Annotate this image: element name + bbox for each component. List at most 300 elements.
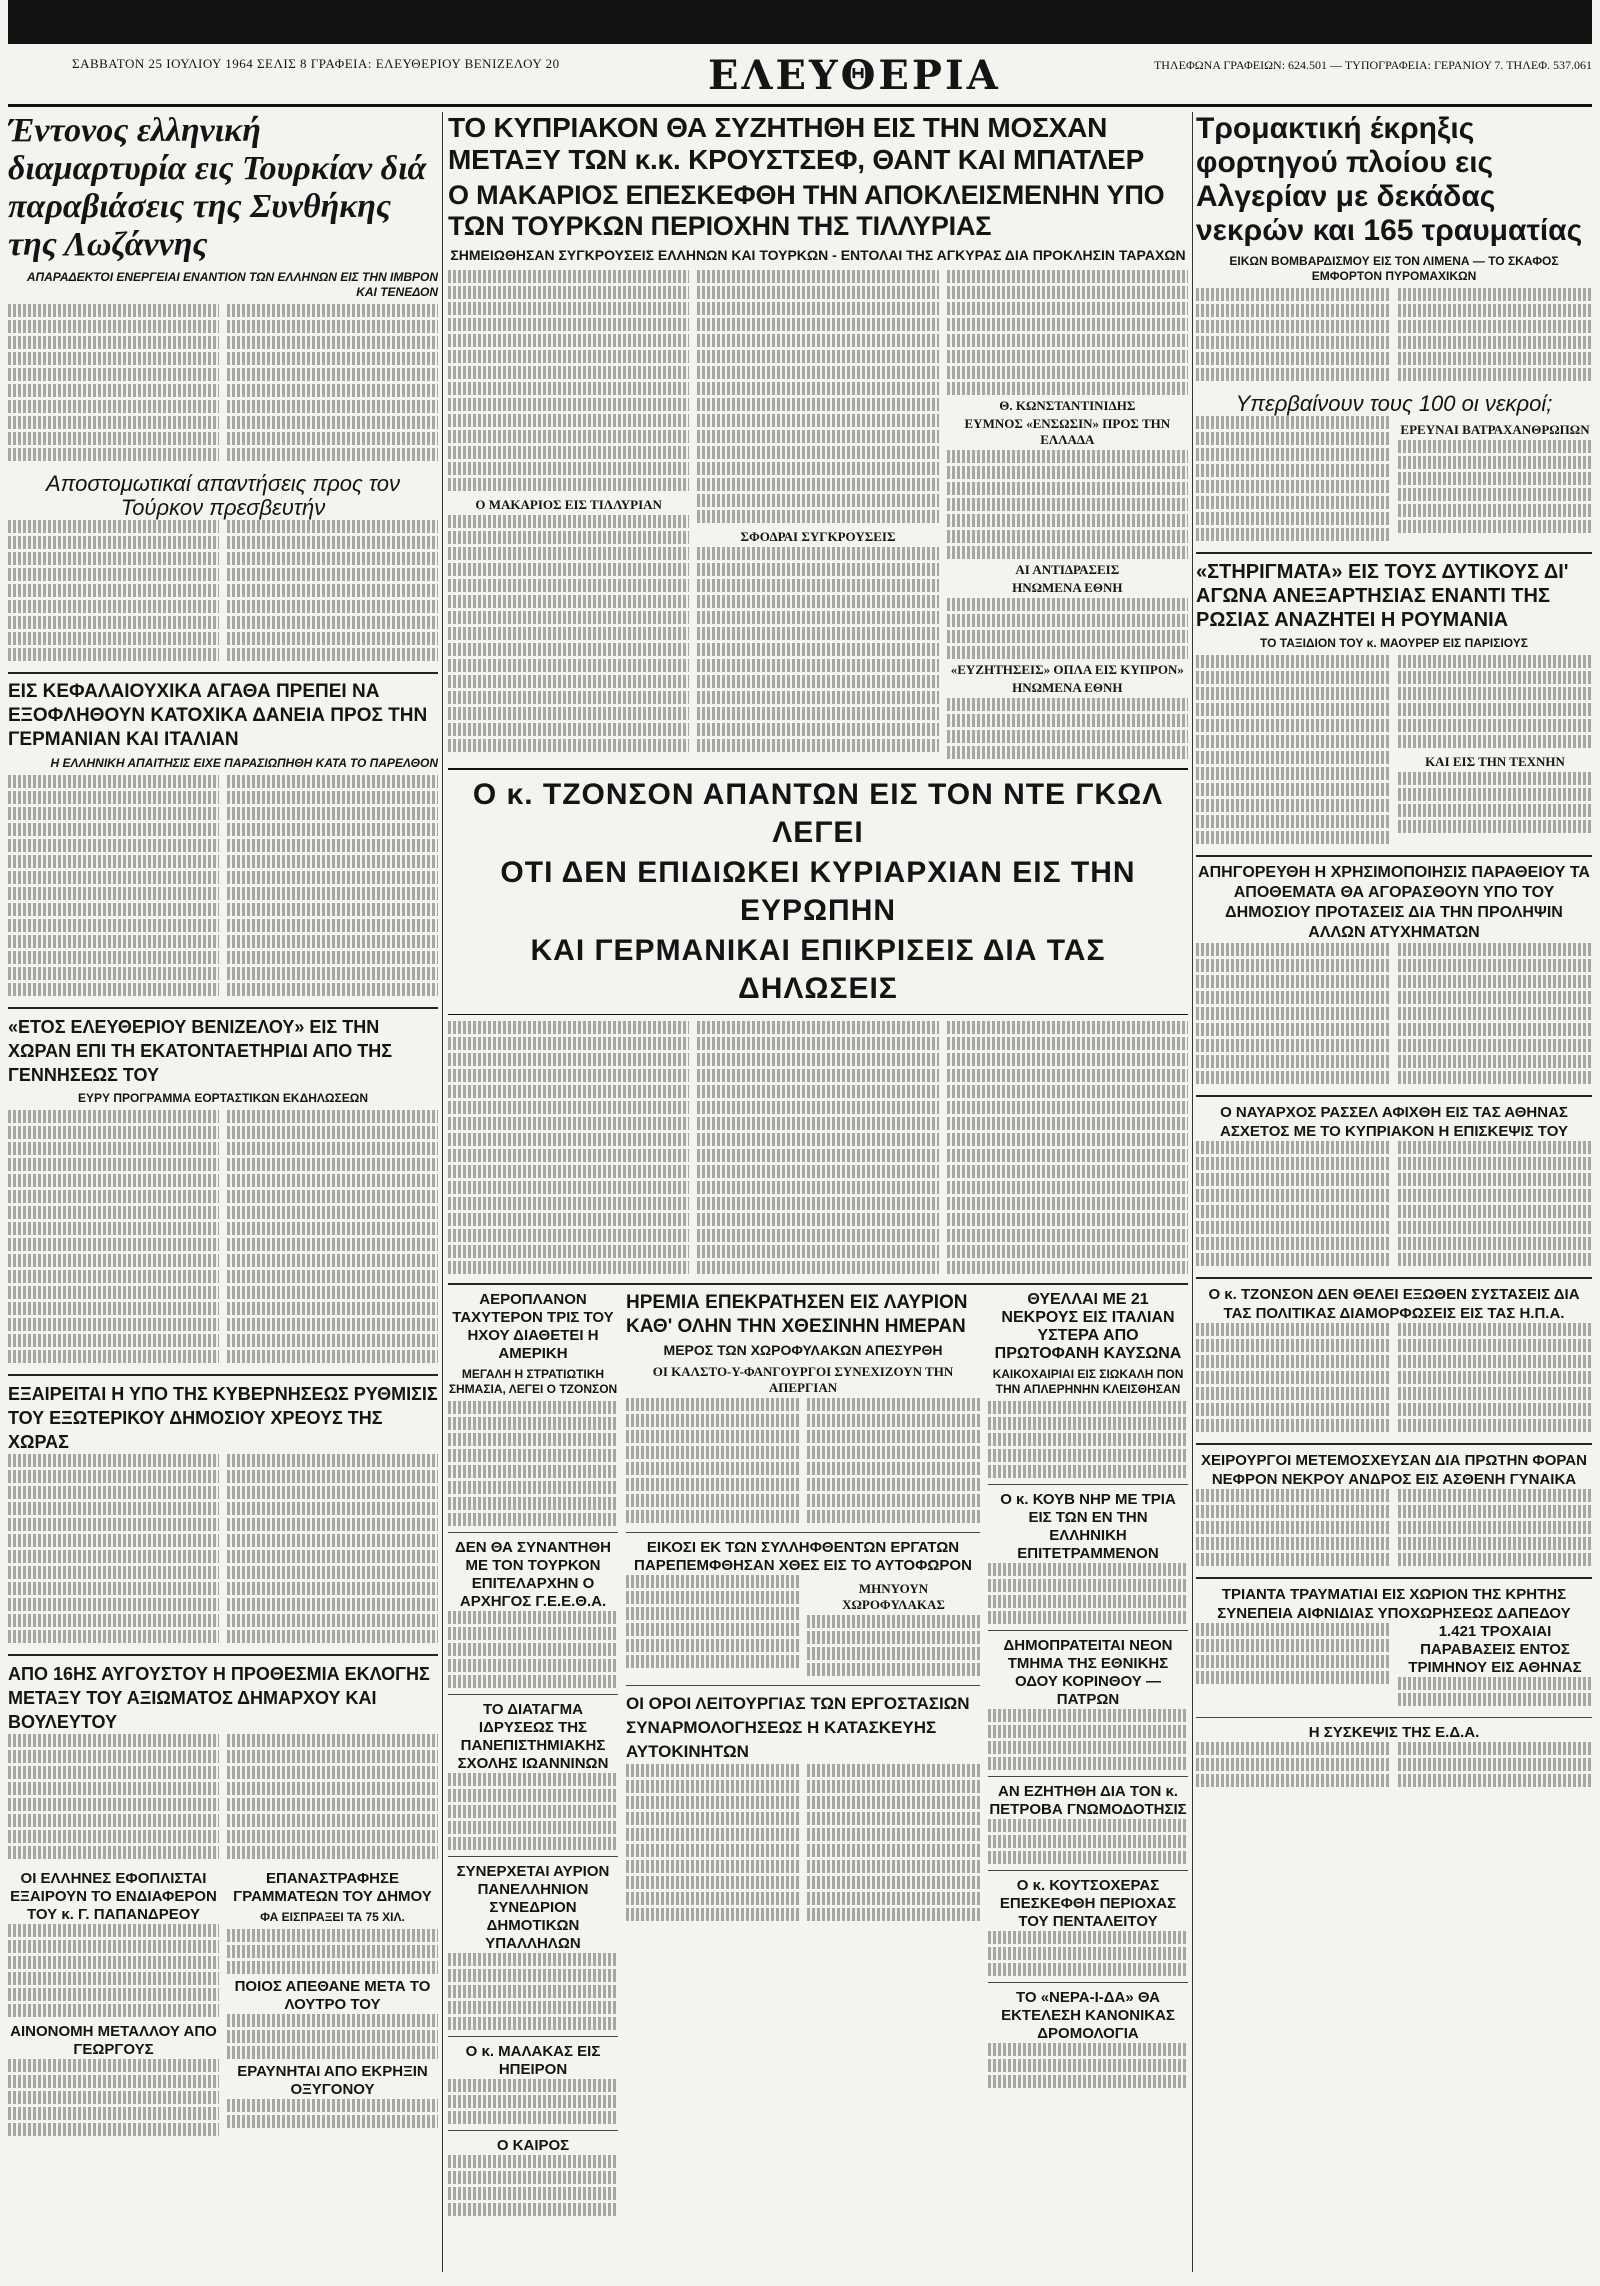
- text-line-placeholder: [1196, 528, 1390, 541]
- text-line-placeholder: [697, 334, 938, 347]
- text-line-placeholder: [448, 462, 689, 475]
- headline-venizelos-year: «ΕΤΟΣ ΕΛΕΥΘΕΡΙΟΥ ΒΕΝΙΖΕΛΟΥ» ΕΙΣ ΤΗΝ ΧΩΡΑΝ ΕΠΙ ΤΗ ΕΚΑΤΟΝΤΑΕΤΗΡΙΔΙ ΑΠΟ ΤΗΣ ΓΕΝΝΗΣΕΩΣ ΤΟΥ: [8, 1017, 393, 1085]
- text-line-placeholder: [448, 414, 689, 427]
- text-line-placeholder: [448, 1789, 618, 1802]
- text-line-placeholder: [227, 568, 438, 581]
- text-line-placeholder: [227, 600, 438, 613]
- text-line-placeholder: [807, 1860, 980, 1873]
- subheadline-75-thousand: ΦΑ ΕΙΣΠΡΑΞΕΙ ΤΑ 75 ΧΙΛ.: [260, 1910, 405, 1924]
- text-line-placeholder: [8, 568, 219, 581]
- text-line-placeholder: [988, 1449, 1188, 1462]
- text-line-placeholder: [1196, 1774, 1390, 1787]
- text-line-placeholder: [1196, 1387, 1390, 1400]
- text-line-placeholder: [947, 1261, 1188, 1274]
- text-line-placeholder: [1398, 472, 1592, 485]
- text-line-placeholder: [1398, 304, 1592, 317]
- text-line-placeholder: [1398, 687, 1592, 700]
- text-line-placeholder: [697, 382, 938, 395]
- text-line-placeholder: [8, 1318, 219, 1331]
- divider: [8, 672, 438, 674]
- headline-nerida: ΤΟ «ΝΕΡΑ-Ι-ΔΑ» ΘΑ ΕΚΤΕΛΕΣΗ ΚΑΝΟΝΙΚΑΣ ΔΡΟΜΟΛΟΓΙΑ: [1001, 1989, 1175, 2042]
- text-line-placeholder: [227, 304, 438, 317]
- text-line-placeholder: [988, 2075, 1188, 2088]
- text-line-placeholder: [227, 1766, 438, 1779]
- text-line-placeholder: [227, 400, 438, 413]
- text-line-placeholder: [626, 1812, 799, 1825]
- text-line-placeholder: [626, 1639, 799, 1652]
- divider: [988, 1776, 1188, 1777]
- text-line-placeholder: [448, 1513, 618, 1526]
- text-line-placeholder: [8, 855, 219, 868]
- text-line-placeholder: [947, 1229, 1188, 1242]
- text-line-placeholder: [227, 1945, 438, 1958]
- text-line-placeholder: [947, 746, 1188, 759]
- text-line-placeholder: [1196, 336, 1390, 349]
- text-line-placeholder: [988, 1465, 1188, 1478]
- text-line-placeholder: [8, 616, 219, 629]
- text-line-placeholder: [697, 1245, 938, 1258]
- text-line-placeholder: [626, 1494, 799, 1507]
- text-line-placeholder: [1398, 1677, 1592, 1690]
- text-line-placeholder: [1398, 456, 1592, 469]
- text-line-placeholder: [227, 1502, 438, 1515]
- text-line-placeholder: [626, 1655, 799, 1668]
- text-line-placeholder: [947, 350, 1188, 363]
- article-body: [8, 304, 438, 464]
- text-line-placeholder: [448, 1021, 689, 1034]
- text-line-placeholder: [1196, 959, 1390, 972]
- text-line-placeholder: [947, 1037, 1188, 1050]
- text-line-placeholder: [947, 498, 1188, 511]
- text-line-placeholder: [697, 286, 938, 299]
- text-line-placeholder: [1196, 1553, 1390, 1566]
- text-line-placeholder: [8, 648, 219, 661]
- column-divider: [442, 112, 443, 2272]
- text-line-placeholder: [1196, 1639, 1390, 1652]
- text-line-placeholder: [1398, 352, 1592, 365]
- text-line-placeholder: [988, 1725, 1188, 1738]
- text-line-placeholder: [626, 1780, 799, 1793]
- text-line-placeholder: [227, 1582, 438, 1595]
- text-line-placeholder: [8, 1630, 219, 1643]
- text-line-placeholder: [227, 1846, 438, 1859]
- divider: [448, 2130, 618, 2131]
- text-line-placeholder: [626, 1844, 799, 1857]
- text-line-placeholder: [448, 1611, 618, 1624]
- banner-line-1: Ο κ. ΤΖΟΝΣΟΝ ΑΠΑΝΤΩΝ ΕΙΣ ΤΟΝ ΝΤΕ ΓΚΩΛ ΛΕΓΕΙ: [472, 778, 1164, 849]
- text-line-placeholder: [8, 1518, 219, 1531]
- text-line-placeholder: [1398, 975, 1592, 988]
- text-line-placeholder: [8, 1174, 219, 1187]
- text-line-placeholder: [8, 1988, 219, 2001]
- text-line-placeholder: [8, 520, 219, 533]
- divider: [1196, 1717, 1592, 1718]
- text-line-placeholder: [448, 350, 689, 363]
- text-line-placeholder: [947, 270, 1188, 283]
- text-line-placeholder: [1398, 1419, 1592, 1432]
- text-line-placeholder: [227, 1782, 438, 1795]
- article-body: [1196, 416, 1592, 544]
- text-line-placeholder: [1398, 368, 1592, 381]
- text-line-placeholder: [227, 1486, 438, 1499]
- text-line-placeholder: [697, 350, 938, 363]
- text-line-placeholder: [1398, 440, 1592, 453]
- text-line-placeholder: [227, 1961, 438, 1974]
- text-line-placeholder: [8, 1798, 219, 1811]
- text-line-placeholder: [448, 1085, 689, 1098]
- divider: [8, 1007, 438, 1009]
- text-line-placeholder: [1398, 1403, 1592, 1416]
- text-line-placeholder: [1398, 959, 1592, 972]
- text-line-placeholder: [448, 1165, 689, 1178]
- divider: [988, 1982, 1188, 1983]
- text-line-placeholder: [807, 1780, 980, 1793]
- text-line-placeholder: [1196, 1007, 1390, 1020]
- text-line-placeholder: [1196, 1758, 1390, 1771]
- article-body: [1196, 943, 1592, 1087]
- text-line-placeholder: [448, 1805, 618, 1818]
- text-line-placeholder: [1196, 767, 1390, 780]
- text-line-placeholder: [1398, 1323, 1592, 1336]
- text-line-placeholder: [227, 775, 438, 788]
- text-line-placeholder: [626, 1478, 799, 1491]
- text-line-placeholder: [227, 983, 438, 996]
- text-line-placeholder: [8, 1550, 219, 1563]
- text-line-placeholder: [947, 1117, 1188, 1130]
- text-line-placeholder: [697, 1117, 938, 1130]
- text-line-placeholder: [697, 739, 938, 752]
- text-line-placeholder: [1196, 1355, 1390, 1368]
- divider: [988, 1484, 1188, 1485]
- text-line-placeholder: [1398, 1007, 1592, 1020]
- text-line-placeholder: [1196, 783, 1390, 796]
- text-line-placeholder: [8, 2075, 219, 2088]
- text-line-placeholder: [8, 1956, 219, 1969]
- text-line-placeholder: [697, 595, 938, 608]
- text-line-placeholder: [1398, 1505, 1592, 1518]
- text-line-placeholder: [697, 1213, 938, 1226]
- text-line-placeholder: [1196, 815, 1390, 828]
- text-line-placeholder: [988, 1563, 1188, 1576]
- text-line-placeholder: [1398, 788, 1592, 801]
- text-line-placeholder: [697, 462, 938, 475]
- text-line-placeholder: [807, 1430, 980, 1443]
- text-line-placeholder: [1398, 1553, 1592, 1566]
- text-line-placeholder: [1398, 1221, 1592, 1234]
- text-line-placeholder: [1196, 1489, 1390, 1502]
- text-line-placeholder: [1196, 1173, 1390, 1186]
- text-line-placeholder: [1196, 719, 1390, 732]
- text-line-placeholder: [8, 336, 219, 349]
- text-line-placeholder: [448, 2171, 618, 2184]
- small-items-grid: [8, 1870, 438, 2139]
- text-line-placeholder: [697, 1165, 938, 1178]
- text-line-placeholder: [8, 1766, 219, 1779]
- text-line-placeholder: [1196, 1671, 1390, 1684]
- kicker-frogmen: ΕΡΕΥΝΑΙ ΒΑΤΡΑΧΑΝΘΡΩΠΩΝ: [1400, 422, 1590, 437]
- text-line-placeholder: [1196, 1205, 1390, 1218]
- headline-external-debt: ΕΞΑΙΡΕΙΤΑΙ Η ΥΠΟ ΤΗΣ ΚΥΒΕΡΝΗΣΕΩΣ ΡΥΘΜΙΣΙΣ ΤΟΥ ΕΞΩΤΕΡΙΚΟΥ ΔΗΜΟΣΙΟΥ ΧΡΕΟΥΣ ΤΗΣ ΧΩΡΑΣ: [8, 1384, 438, 1452]
- text-line-placeholder: [448, 707, 689, 720]
- kicker-makarios-tillyria: Ο ΜΑΚΑΡΙΟΣ ΕΙΣ ΤΙΛΛΥΡΙΑΝ: [475, 497, 662, 512]
- text-line-placeholder: [626, 1828, 799, 1841]
- text-line-placeholder: [988, 1947, 1188, 1960]
- text-line-placeholder: [1196, 1323, 1390, 1336]
- subheadline-italy-storms: ΚΑΙΚΟΧΑΙΡΙΑΙ ΕΙΣ ΣΙΩΚΑΛΗ ΠΟΝ ΤΗΝ ΑΠΛΕΡΗΝΗΝ ΚΛΕΙΣΘΗΣΑΝ: [992, 1367, 1184, 1396]
- text-line-placeholder: [8, 1270, 219, 1283]
- text-line-placeholder: [8, 1734, 219, 1747]
- text-line-placeholder: [448, 318, 689, 331]
- kicker-reactions: ΑΙ ΑΝΤΙΔΡΑΣΕΙΣ: [1015, 562, 1120, 577]
- text-line-placeholder: [8, 1158, 219, 1171]
- text-line-placeholder: [448, 531, 689, 544]
- text-line-placeholder: [8, 416, 219, 429]
- headline-municipal-congress: ΣΥΝΕΡΧΕΤΑΙ ΑΥΡΙΟΝ ΠΑΝΕΛΛΗΝΙΟΝ ΣΥΝΕΔΡΙΟΝ ΔΗΜΟΤΙΚΩΝ ΥΠΑΛΛΗΛΩΝ: [456, 1863, 610, 1952]
- text-line-placeholder: [448, 1197, 689, 1210]
- text-line-placeholder: [8, 1470, 219, 1483]
- text-line-placeholder: [8, 1534, 219, 1547]
- masthead: [8, 48, 1592, 107]
- text-line-placeholder: [448, 643, 689, 656]
- text-line-placeholder: [807, 1812, 980, 1825]
- divider: [448, 1532, 618, 1533]
- text-line-placeholder: [1196, 991, 1390, 1004]
- top-black-bar: [8, 0, 1592, 44]
- text-line-placeholder: [8, 807, 219, 820]
- text-line-placeholder: [8, 2107, 219, 2120]
- text-line-placeholder: [697, 691, 938, 704]
- text-line-placeholder: [448, 515, 689, 528]
- text-line-placeholder: [227, 1550, 438, 1563]
- text-line-placeholder: [227, 520, 438, 533]
- text-line-placeholder: [8, 1940, 219, 1953]
- text-line-placeholder: [947, 630, 1188, 643]
- text-line-placeholder: [697, 398, 938, 411]
- text-line-placeholder: [697, 579, 938, 592]
- text-line-placeholder: [807, 1446, 980, 1459]
- text-line-placeholder: [8, 632, 219, 645]
- text-line-placeholder: [1196, 1221, 1390, 1234]
- kicker-konstantinidis: Θ. ΚΩΝΣΤΑΝΤΙΝΙΔΗΣ: [999, 398, 1136, 413]
- divider: [448, 1694, 618, 1695]
- text-line-placeholder: [8, 1254, 219, 1267]
- headline-ioannina-school: ΤΟ ΔΙΑΤΑΓΜΑ ΙΔΡΥΣΕΩΣ ΤΗΣ ΠΑΝΕΠΙΣΤΗΜΙΑΚΗΣ ΣΧΟΛΗΣ ΙΩΑΝΝΙΝΩΝ: [457, 1701, 609, 1772]
- text-line-placeholder: [1398, 1521, 1592, 1534]
- text-line-placeholder: [697, 1053, 938, 1066]
- text-line-placeholder: [626, 1892, 799, 1905]
- text-line-placeholder: [8, 935, 219, 948]
- text-line-placeholder: [1398, 520, 1592, 533]
- text-line-placeholder: [227, 807, 438, 820]
- text-line-placeholder: [8, 871, 219, 884]
- text-line-placeholder: [947, 366, 1188, 379]
- text-line-placeholder: [947, 286, 1188, 299]
- text-line-placeholder: [697, 659, 938, 672]
- banner-line-3: ΚΑΙ ΓΕΡΜΑΝΙΚΑΙ ΕΠΙΚΡΙΣΕΙΣ ΔΙΑ ΤΑΣ ΔΗΛΩΣΕΙΣ: [530, 934, 1106, 1005]
- headline-kouvnir: Ο κ. ΚΟΥΒ ΝΗΡ ΜΕ ΤΡΙΑ ΕΙΣ ΤΩΝ ΕΝ ΤΗΝ ΕΛΛΗΝΙΚΗ ΕΠΙΤΕΤΡΑΜΜΕΝΟΝ: [1000, 1491, 1176, 1562]
- text-line-placeholder: [1398, 1157, 1592, 1170]
- text-line-placeholder: [988, 1595, 1188, 1608]
- text-line-placeholder: [227, 2046, 438, 2059]
- text-line-placeholder: [227, 919, 438, 932]
- text-line-placeholder: [1398, 703, 1592, 716]
- text-line-placeholder: [807, 1510, 980, 1523]
- text-line-placeholder: [988, 1851, 1188, 1864]
- text-line-placeholder: [626, 1591, 799, 1604]
- text-line-placeholder: [227, 855, 438, 868]
- text-line-placeholder: [227, 1222, 438, 1235]
- text-line-placeholder: [8, 1454, 219, 1467]
- headline-car-assembly: ΟΙ ΟΡΟΙ ΛΕΙΤΟΥΡΓΙΑΣ ΤΩΝ ΕΡΓΟΣΤΑΣΙΩΝ ΣΥΝΑΡΜΟΛΟΓΗΣΕΩΣ Η ΚΑΤΑΣΚΕΥΗΣ ΑΥΤΟΚΙΝΗΤΩΝ: [626, 1694, 970, 1761]
- text-line-placeholder: [947, 546, 1188, 559]
- text-line-placeholder: [988, 1709, 1188, 1722]
- text-line-placeholder: [227, 1734, 438, 1747]
- text-line-placeholder: [448, 1261, 689, 1274]
- text-line-placeholder: [947, 1133, 1188, 1146]
- text-line-placeholder: [1398, 671, 1592, 684]
- text-line-placeholder: [227, 1518, 438, 1531]
- headline-petrova-opinion: ΑΝ ΕΖΗΤΗΘΗ ΔΙΑ ΤΟΝ κ. ΠΕΤΡΟΒΑ ΓΝΩΜΟΔΟΤΗΣΙΣ: [989, 1783, 1187, 1818]
- text-line-placeholder: [8, 1350, 219, 1363]
- text-line-placeholder: [1398, 320, 1592, 333]
- text-line-placeholder: [807, 1892, 980, 1905]
- text-line-placeholder: [626, 1462, 799, 1475]
- text-line-placeholder: [1196, 1537, 1390, 1550]
- text-line-placeholder: [8, 552, 219, 565]
- text-line-placeholder: [448, 1837, 618, 1850]
- text-line-placeholder: [227, 352, 438, 365]
- text-line-placeholder: [697, 1181, 938, 1194]
- text-line-placeholder: [227, 791, 438, 804]
- text-line-placeholder: [947, 1197, 1188, 1210]
- text-line-placeholder: [448, 1627, 618, 1640]
- divider: [1196, 1277, 1592, 1279]
- article-body: [626, 1575, 980, 1679]
- text-line-placeholder: [697, 1101, 938, 1114]
- text-line-placeholder: [448, 579, 689, 592]
- text-line-placeholder: [227, 1286, 438, 1299]
- text-line-placeholder: [1398, 1537, 1592, 1550]
- text-line-placeholder: [807, 1828, 980, 1841]
- kicker-united-nations: ΗΝΩΜΕΝΑ ΕΘΝΗ: [1012, 580, 1123, 595]
- text-line-placeholder: [448, 382, 689, 395]
- text-line-placeholder: [227, 1598, 438, 1611]
- text-line-placeholder: [1196, 1039, 1390, 1052]
- text-line-placeholder: [227, 1254, 438, 1267]
- text-line-placeholder: [448, 1213, 689, 1226]
- text-line-placeholder: [626, 1446, 799, 1459]
- text-line-placeholder: [8, 1190, 219, 1203]
- text-line-placeholder: [626, 1860, 799, 1873]
- text-line-placeholder: [626, 1398, 799, 1411]
- text-line-placeholder: [1196, 831, 1390, 844]
- text-line-placeholder: [1398, 655, 1592, 668]
- text-line-placeholder: [448, 1101, 689, 1114]
- text-line-placeholder: [227, 1798, 438, 1811]
- text-line-placeholder: [947, 730, 1188, 743]
- headline-supersonic-plane: ΑΕΡΟΠΛΑΝΟΝ ΤΑΧΥΤΕΡΟΝ ΤΡΙΣ ΤΟΥ ΗΧΟΥ ΔΙΑΘΕΤΕΙ Η ΑΜΕΡΙΚΗ: [452, 1291, 614, 1362]
- text-line-placeholder: [697, 1229, 938, 1242]
- text-line-placeholder: [448, 1969, 618, 1982]
- text-line-placeholder: [8, 1830, 219, 1843]
- text-line-placeholder: [227, 1126, 438, 1139]
- text-line-placeholder: [8, 1334, 219, 1347]
- text-line-placeholder: [947, 530, 1188, 543]
- text-line-placeholder: [448, 1037, 689, 1050]
- text-line-placeholder: [1398, 1205, 1592, 1218]
- text-line-placeholder: [227, 823, 438, 836]
- masthead-date-line: ΣΑΒΒΑΤΟΝ 25 ΙΟΥΛΙΟΥ 1964 ΣΕΛΙΣ 8 ΓΡΑΦΕΙΑ: ΕΛΕΥΘΕΡΙΟΥ ΒΕΝΙΖΕΛΟΥ 20: [72, 56, 560, 71]
- text-line-placeholder: [227, 1174, 438, 1187]
- text-line-placeholder: [448, 659, 689, 672]
- cyprus-article-columns: [448, 270, 1188, 762]
- text-line-placeholder: [947, 1181, 1188, 1194]
- text-line-placeholder: [227, 2115, 438, 2128]
- text-line-placeholder: [947, 1053, 1188, 1066]
- text-line-placeholder: [1196, 1339, 1390, 1352]
- text-line-placeholder: [1196, 1623, 1390, 1636]
- text-line-placeholder: [1196, 687, 1390, 700]
- subheadline-clashes: ΣΗΜΕΙΩΘΗΣΑΝ ΣΥΓΚΡΟΥΣΕΙΣ ΕΛΛΗΝΩΝ ΚΑΙ ΤΟΥΡΚΩΝ - ΕΝΤΟΛΑΙ ΤΗΣ ΑΓΚΥΡΑΣ ΔΙΑ ΠΡΟΚΛΗΣΙΝ ΤΑΡΑΧΩΝ: [450, 247, 1186, 263]
- text-line-placeholder: [227, 616, 438, 629]
- text-line-placeholder: [227, 1206, 438, 1219]
- text-line-placeholder: [1196, 496, 1390, 509]
- text-line-placeholder: [8, 1110, 219, 1123]
- text-line-placeholder: [626, 1623, 799, 1636]
- text-line-placeholder: [8, 1302, 219, 1315]
- text-line-placeholder: [227, 1614, 438, 1627]
- text-line-placeholder: [1398, 772, 1592, 785]
- subheadline-military-significance: ΜΕΓΑΛΗ Η ΣΤΡΑΤΙΩΤΙΚΗ ΣΗΜΑΣΙΑ, ΛΕΓΕΙ Ο ΤΖΟΝΣΟΝ: [448, 1367, 618, 1396]
- subheadline-imbros-tenedos: ΑΠΑΡΑΔΕΚΤΟΙ ΕΝΕΡΓΕΙΑΙ ΕΝΑΝΤΙΟΝ ΤΩΝ ΕΛΛΗΝΩΝ ΕΙΣ ΤΗΝ ΙΜΒΡΟΝ ΚΑΙ ΤΕΝΕΔΟΝ: [26, 270, 438, 299]
- text-line-placeholder: [448, 398, 689, 411]
- text-line-placeholder: [448, 366, 689, 379]
- text-line-placeholder: [8, 791, 219, 804]
- text-line-placeholder: [227, 951, 438, 964]
- text-line-placeholder: [697, 563, 938, 576]
- text-line-placeholder: [227, 1750, 438, 1763]
- text-line-placeholder: [8, 983, 219, 996]
- text-line-placeholder: [8, 1238, 219, 1251]
- text-line-placeholder: [947, 1245, 1188, 1258]
- text-line-placeholder: [807, 1494, 980, 1507]
- text-line-placeholder: [448, 430, 689, 443]
- article-body: [1196, 1141, 1592, 1269]
- johnson-degaulle-banner: [448, 768, 1188, 1015]
- text-line-placeholder: [8, 1222, 219, 1235]
- text-line-placeholder: [1196, 1157, 1390, 1170]
- text-line-placeholder: [697, 430, 938, 443]
- text-line-placeholder: [8, 1486, 219, 1499]
- text-line-placeholder: [8, 919, 219, 932]
- text-line-placeholder: [947, 1213, 1188, 1226]
- text-line-placeholder: [448, 2111, 618, 2124]
- headline-crete-injured: ΤΡΙΑΝΤΑ ΤΡΑΥΜΑΤΙΑΙ ΕΙΣ ΧΩΡΙΟΝ ΤΗΣ ΚΡΗΤΗΣ ΣΥΝΕΠΕΙΑ ΑΙΦΝΙΔΙΑΣ ΥΠΟΧΩΡΗΣΕΩΣ ΔΑΠΕΔΟΥ: [1217, 1586, 1571, 1622]
- text-line-placeholder: [227, 903, 438, 916]
- text-line-placeholder: [1196, 751, 1390, 764]
- text-line-placeholder: [8, 775, 219, 788]
- text-line-placeholder: [1196, 1521, 1390, 1534]
- text-line-placeholder: [988, 1433, 1188, 1446]
- text-line-placeholder: [1398, 804, 1592, 817]
- text-line-placeholder: [448, 1953, 618, 1966]
- text-line-placeholder: [8, 1286, 219, 1299]
- text-line-placeholder: [227, 1929, 438, 1942]
- text-line-placeholder: [8, 1206, 219, 1219]
- text-line-placeholder: [1196, 480, 1390, 493]
- text-line-placeholder: [8, 536, 219, 549]
- text-line-placeholder: [8, 1598, 219, 1611]
